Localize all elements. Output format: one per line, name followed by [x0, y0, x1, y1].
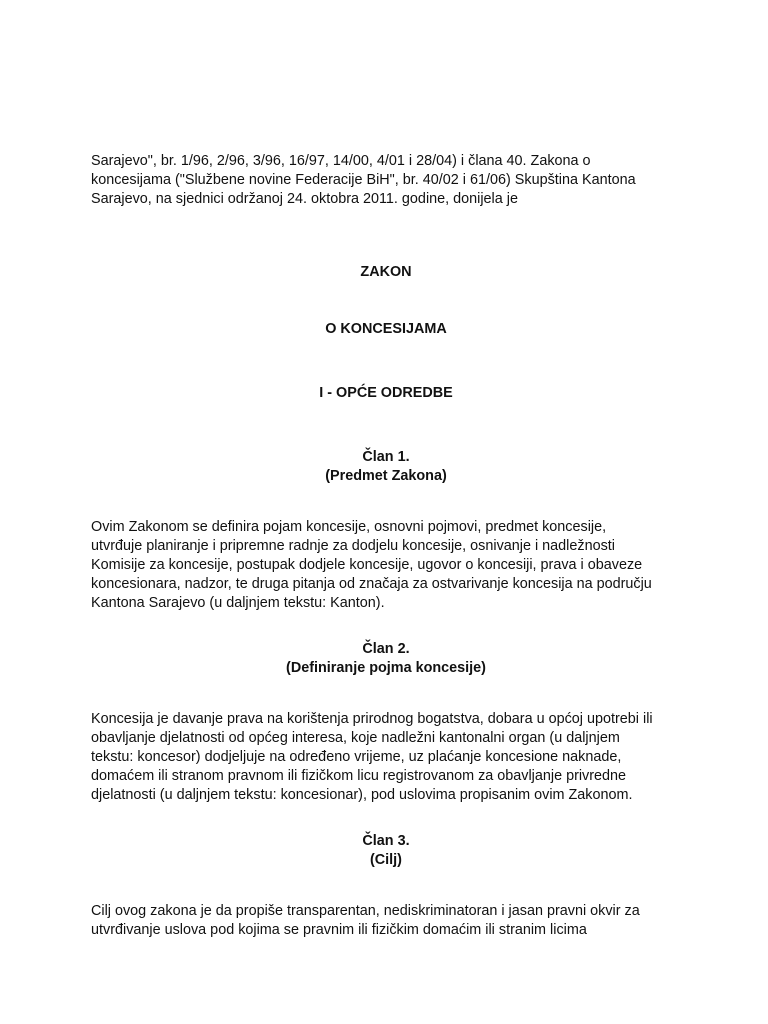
text-line: obavljanje djelatnosti od općeg interesa, koje nadležni kantonalni organ (u daljnjem: [91, 730, 620, 746]
text-line: Ovim Zakonom se definira pojam koncesije, osnovni pojmovi, predmet koncesije,: [91, 519, 607, 535]
law-subtitle: O KONCESIJAMA: [325, 321, 447, 337]
article-1-heading: [91, 448, 681, 486]
article-number: Član 2.: [362, 641, 410, 657]
text-line: domaćem ili stranom pravnom ili fizičkom licu registrovanom za obavljanje privredne: [91, 768, 627, 784]
article-3-body: [91, 902, 681, 940]
article-number: Član 3.: [362, 833, 410, 849]
article-title: (Predmet Zakona): [325, 468, 447, 484]
article-3-heading: [91, 832, 681, 870]
article-number: Član 1.: [362, 449, 410, 465]
text-line: tekstu: koncesor) dodjeljuje na određeno vrijeme, uz plaćanje koncesione naknade,: [91, 749, 622, 765]
text-line: Sarajevo", br. 1/96, 2/96, 3/96, 16/97, 14/00, 4/01 i 28/04) i člana 40. Zakona o: [91, 153, 591, 169]
text-line: Kantona Sarajevo (u daljnjem tekstu: Kanton).: [91, 595, 385, 611]
text-line: koncesionara, nadzor, te druga pitanja od značaja za ostvarivanje koncesija na području: [91, 576, 652, 592]
text-line: djelatnosti (u daljnjem tekstu: koncesionar), pod uslovima propisanim ovim Zakonom.: [91, 787, 633, 803]
article-2-body: [91, 710, 681, 805]
intro-paragraph: [91, 152, 681, 209]
text-line: koncesijama ("Službene novine Federacije BiH", br. 40/02 i 61/06) Skupština Kantona: [91, 172, 636, 188]
text-line: utvrđivanje uslova pod kojima se pravnim ili fizičkim domaćim ili stranim licima: [91, 922, 587, 938]
law-title: ZAKON: [360, 264, 412, 280]
text-line: Sarajevo, na sjednici održanoj 24. oktobra 2011. godine, donijela je: [91, 191, 518, 207]
article-1-body: [91, 518, 681, 613]
document-page: [91, 152, 681, 940]
article-2-heading: [91, 640, 681, 678]
article-title: (Definiranje pojma koncesije): [286, 660, 486, 676]
chapter-title: I - OPĆE ODREDBE: [319, 385, 453, 401]
text-line: Komisije za koncesije, postupak dodjele koncesije, ugovor o koncesiji, prava i obaveze: [91, 557, 643, 573]
text-line: Cilj ovog zakona je da propiše transparentan, nediskriminatoran i jasan pravni okvir za: [91, 903, 640, 919]
article-title: (Cilj): [370, 852, 402, 868]
text-line: utvrđuje planiranje i pripremne radnje za dodjelu koncesije, osnivanje i nadležnosti: [91, 538, 615, 554]
text-line: Koncesija je davanje prava na korištenja prirodnog bogatstva, dobara u općoj upotrebi ili: [91, 711, 653, 727]
